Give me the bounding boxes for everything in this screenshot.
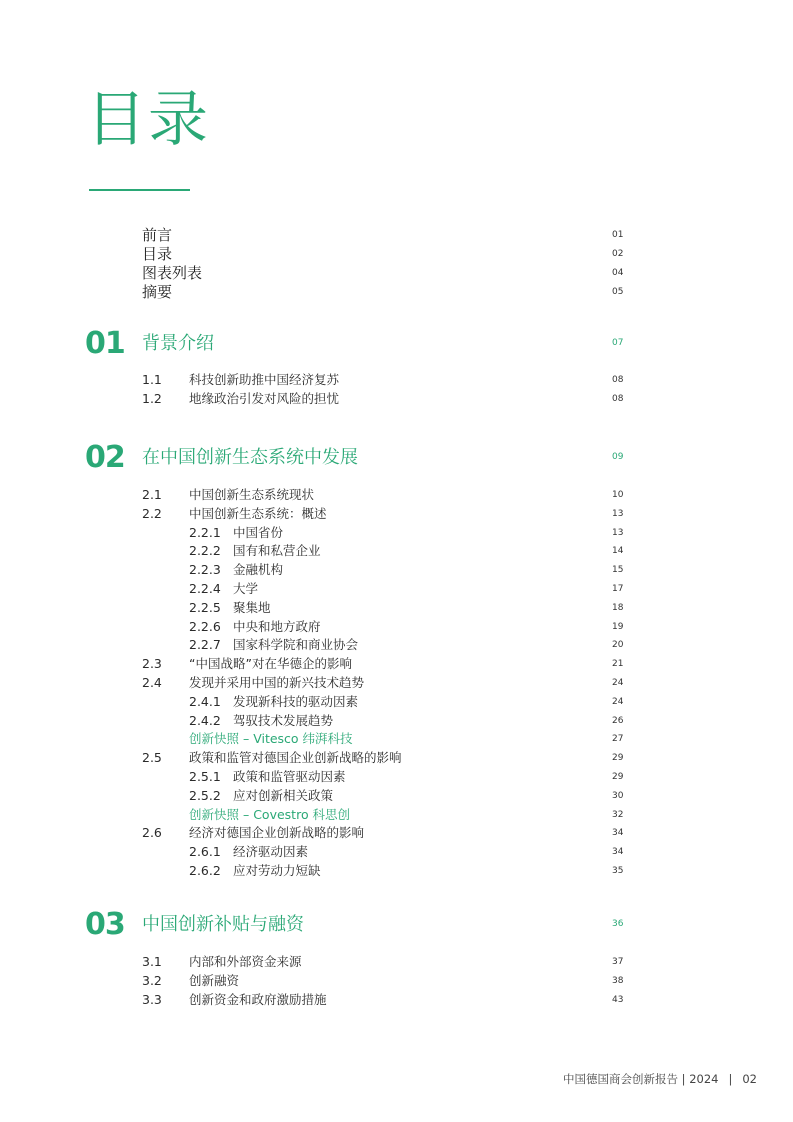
toc-subsection-item[interactable] — [0, 598, 793, 617]
toc-subsection-item[interactable] — [0, 861, 793, 880]
toc-entry-page: 15 — [612, 565, 624, 575]
toc-subsection-item[interactable] — [0, 711, 793, 730]
toc-entry-page: 08 — [612, 375, 624, 385]
toc-entry-page: 24 — [612, 697, 624, 707]
toc-entry-label: 聚集地 — [233, 600, 271, 615]
page-title: 目录 — [86, 85, 210, 155]
toc-entry-number: 03 — [85, 907, 125, 942]
toc-entry-label: 在中国创新生态系统中发展 — [142, 447, 358, 468]
toc-entry-label: 创新资金和政府激励措施 — [189, 992, 327, 1007]
toc-entry-label: “中国战略”对在华德企的影响 — [189, 656, 352, 671]
footer-report-title: 中国德国商会创新报告 | 2024 — [563, 1072, 719, 1086]
toc-entry-label: 创新快照 – Vitesco 纬湃科技 — [189, 731, 353, 746]
toc-entry-number: 2.4.1 — [189, 694, 221, 709]
toc-section-item[interactable] — [0, 654, 793, 673]
toc-entry-label: 背景介绍 — [142, 333, 214, 354]
footer-page-number: 02 — [742, 1072, 757, 1086]
toc-entry-page: 02 — [612, 249, 624, 259]
toc-entry-number: 1.2 — [142, 391, 162, 406]
toc-section-item[interactable] — [0, 748, 793, 767]
toc-subsection-item[interactable] — [0, 560, 793, 579]
toc-entry-number: 3.1 — [142, 954, 162, 969]
toc-entry-number: 2.2.5 — [189, 600, 221, 615]
toc-entry-label: 中国创新生态系统现状 — [189, 487, 315, 502]
toc-entry-page: 36 — [612, 919, 624, 929]
toc-section-item[interactable] — [0, 370, 793, 389]
toc-subsection-item[interactable] — [0, 523, 793, 542]
toc-entry-label: 中国省份 — [233, 525, 284, 540]
toc-entry-page: 35 — [612, 866, 624, 876]
toc-entry-label: 发现并采用中国的新兴技术趋势 — [189, 675, 365, 690]
page-footer — [563, 1071, 757, 1087]
toc-entry-label: 经济对德国企业创新战略的影响 — [189, 825, 365, 840]
toc-entry-number: 2.5 — [142, 750, 162, 765]
toc-entry-number: 01 — [85, 326, 125, 361]
toc-entry-page: 20 — [612, 640, 624, 650]
toc-section-item[interactable] — [0, 823, 793, 842]
toc-entry-label: 创新快照 – Covestro 科思创 — [189, 807, 351, 822]
toc-entry-page: 29 — [612, 772, 624, 782]
toc-entry-page: 32 — [612, 810, 624, 820]
toc-entry-page: 27 — [612, 734, 624, 744]
toc-entry-label: 目录 — [142, 245, 173, 263]
toc-entry-page: 34 — [612, 847, 624, 857]
toc-subsection-item[interactable] — [0, 541, 793, 560]
toc-entry-label: 内部和外部资金来源 — [189, 954, 302, 969]
toc-entry-page: 17 — [612, 584, 624, 594]
toc-section-item[interactable] — [0, 971, 793, 990]
footer-separator: | — [728, 1072, 733, 1086]
toc-subsection-item[interactable] — [0, 579, 793, 598]
toc-entry-label: 中国创新补贴与融资 — [142, 914, 304, 935]
toc-entry-label: 科技创新助推中国经济复苏 — [189, 372, 340, 387]
toc-entry-label: 国家科学院和商业协会 — [233, 637, 359, 652]
toc-entry-number: 2.4.2 — [189, 713, 221, 728]
toc-entry-number: 2.2.4 — [189, 581, 221, 596]
toc-entry-number: 2.5.1 — [189, 769, 221, 784]
toc-subsection-item[interactable] — [0, 786, 793, 805]
toc-entry-page: 07 — [612, 338, 624, 348]
toc-entry-number: 2.1 — [142, 487, 162, 502]
toc-entry-page: 05 — [612, 287, 624, 297]
toc-entry-number: 2.2 — [142, 506, 162, 521]
toc-entry-page: 10 — [612, 490, 624, 500]
toc-entry-page: 19 — [612, 622, 624, 632]
toc-entry-number: 3.2 — [142, 973, 162, 988]
toc-entry-label: 图表列表 — [142, 264, 203, 282]
toc-subsection-item[interactable] — [0, 842, 793, 861]
toc-chapter-01[interactable] — [0, 326, 793, 366]
toc-entry-label: 政策和监管对德国企业创新战略的影响 — [189, 750, 402, 765]
toc-entry-label: 应对劳动力短缺 — [233, 863, 321, 878]
toc-entry-page: 21 — [612, 659, 624, 669]
toc-entry-number: 2.2.7 — [189, 637, 221, 652]
toc-entry-label: 中国创新生态系统：概述 — [189, 506, 327, 521]
toc-entry-page: 08 — [612, 394, 624, 404]
toc-entry-label: 政策和监管驱动因素 — [233, 769, 346, 784]
toc-entry-number: 2.5.2 — [189, 788, 221, 803]
toc-front-item[interactable] — [0, 245, 793, 264]
toc-entry-page: 34 — [612, 828, 624, 838]
toc-entry-number: 2.3 — [142, 656, 162, 671]
toc-entry-page: 38 — [612, 976, 624, 986]
toc-entry-number: 2.2.2 — [189, 543, 221, 558]
toc-entry-page: 30 — [612, 791, 624, 801]
toc-front-item[interactable] — [0, 264, 793, 283]
toc-section-item[interactable] — [0, 990, 793, 1009]
toc-spotlight-item[interactable] — [0, 729, 793, 748]
toc-entry-page: 24 — [612, 678, 624, 688]
toc-entry-number: 3.3 — [142, 992, 162, 1007]
toc-entry-page: 04 — [612, 268, 624, 278]
toc-front-item[interactable] — [0, 283, 793, 302]
toc-entry-label: 国有和私营企业 — [233, 543, 321, 558]
toc-entry-page: 29 — [612, 753, 624, 763]
toc-entry-page: 37 — [612, 957, 624, 967]
toc-entry-number: 2.6.2 — [189, 863, 221, 878]
toc-entry-label: 大学 — [233, 581, 259, 596]
toc-entry-label: 地缘政治引发对风险的担忧 — [189, 391, 340, 406]
toc-entry-label: 驾驭技术发展趋势 — [233, 713, 334, 728]
toc-section-item[interactable] — [0, 485, 793, 504]
toc-chapter-02[interactable] — [0, 440, 793, 480]
toc-entry-number: 2.2.6 — [189, 619, 221, 634]
toc-entry-number: 2.6.1 — [189, 844, 221, 859]
toc-subsection-item[interactable] — [0, 635, 793, 654]
toc-subsection-item[interactable] — [0, 767, 793, 786]
toc-chapter-03[interactable] — [0, 907, 793, 947]
toc-spotlight-item[interactable] — [0, 805, 793, 824]
toc-subsection-item[interactable] — [0, 692, 793, 711]
toc-entry-page: 13 — [612, 528, 624, 538]
toc-front-item[interactable] — [0, 226, 793, 245]
toc-entry-page: 43 — [612, 995, 624, 1005]
toc-section-item[interactable] — [0, 504, 793, 523]
toc-entry-number: 2.6 — [142, 825, 162, 840]
toc-entry-page: 09 — [612, 452, 624, 462]
toc-entry-label: 摘要 — [142, 283, 173, 301]
toc-entry-page: 14 — [612, 546, 624, 556]
toc-entry-page: 13 — [612, 509, 624, 519]
toc-entry-number: 2.2.3 — [189, 562, 221, 577]
toc-entry-number: 1.1 — [142, 372, 162, 387]
toc-entry-label: 创新融资 — [189, 973, 240, 988]
toc-entry-page: 01 — [612, 230, 624, 240]
toc-entry-label: 发现新科技的驱动因素 — [233, 694, 359, 709]
toc-entry-label: 前言 — [142, 226, 173, 244]
toc-section-item[interactable] — [0, 952, 793, 971]
toc-entry-label: 应对创新相关政策 — [233, 788, 334, 803]
toc-entry-label: 中央和地方政府 — [233, 619, 321, 634]
toc-entry-number: 2.4 — [142, 675, 162, 690]
toc-entry-number: 02 — [85, 440, 125, 475]
toc-section-item[interactable] — [0, 389, 793, 408]
toc-entry-label: 经济驱动因素 — [233, 844, 309, 859]
toc-subsection-item[interactable] — [0, 617, 793, 636]
toc-entry-page: 18 — [612, 603, 624, 613]
toc-section-item[interactable] — [0, 673, 793, 692]
toc-entry-page: 26 — [612, 716, 624, 726]
title-divider — [89, 189, 190, 191]
toc-entry-number: 2.2.1 — [189, 525, 221, 540]
toc-entry-label: 金融机构 — [233, 562, 284, 577]
